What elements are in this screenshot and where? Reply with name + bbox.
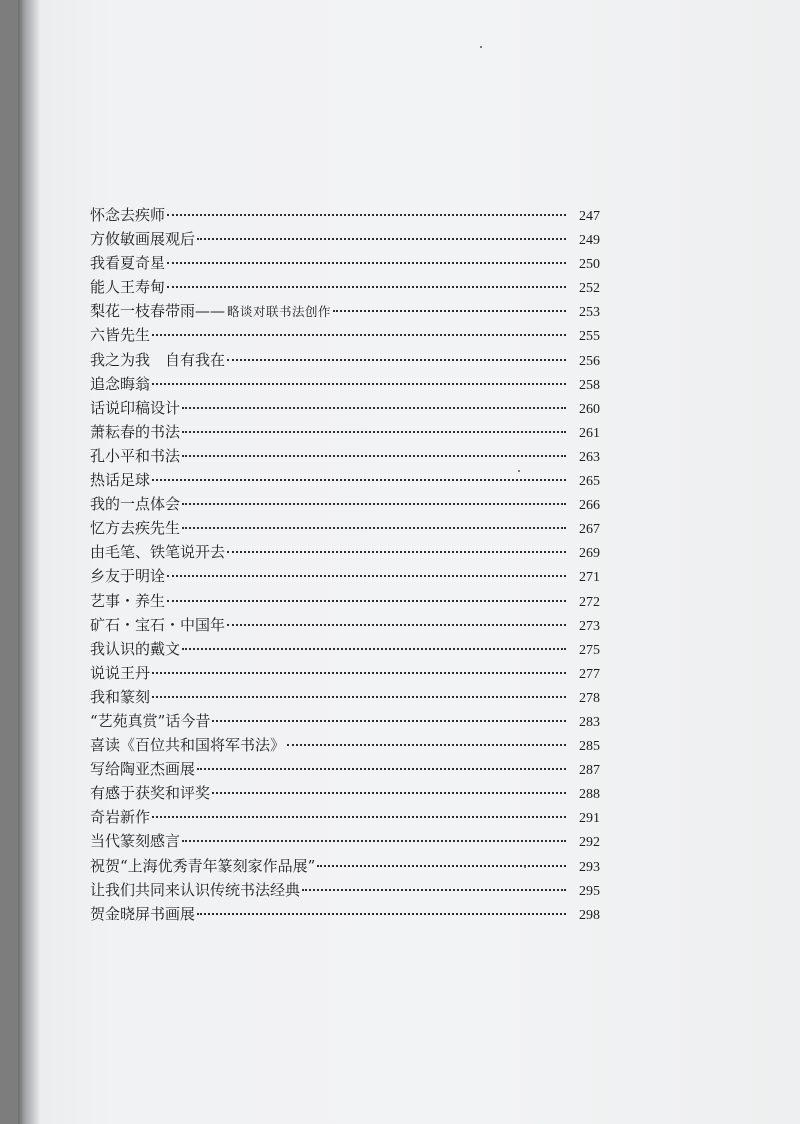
- toc-entry-title: 贺金晓屏书画展: [90, 904, 196, 923]
- toc-entry: [90, 323, 600, 347]
- toc-entry-title: 艺事・养生: [90, 591, 166, 610]
- toc-entry-title: “艺苑真赏”话今昔: [90, 711, 211, 730]
- toc-page-number: 258: [579, 377, 600, 393]
- dot-leader: [302, 889, 566, 891]
- toc-entry-title: 矿石・宝石・中国年: [90, 615, 226, 634]
- dot-leader: [182, 648, 566, 650]
- dot-leader: [287, 744, 566, 746]
- toc-page-number: 285: [579, 739, 600, 755]
- toc-page-number: 269: [579, 546, 600, 562]
- toc-page-number: 277: [579, 666, 600, 682]
- toc-entry: [90, 757, 600, 781]
- toc-entry: [90, 805, 600, 829]
- toc-page-number: 293: [579, 859, 600, 875]
- toc-entry: [90, 709, 600, 733]
- toc-page-number: 273: [579, 618, 600, 634]
- toc-entry-title: 说说王丹: [90, 663, 151, 682]
- toc-page-number: 252: [579, 281, 600, 297]
- dot-leader: [152, 479, 566, 481]
- toc-entry: [90, 372, 600, 396]
- dot-leader: [182, 503, 566, 505]
- toc-page-number: 250: [579, 257, 600, 273]
- toc-entry-title: 祝贺“上海优秀青年篆刻家作品展”: [90, 856, 316, 875]
- toc-entry: [90, 251, 600, 275]
- toc-page-number: 247: [579, 209, 600, 224]
- dot-leader: [182, 840, 566, 842]
- toc-entry-title: 当代篆刻感言: [90, 832, 181, 851]
- toc-entry-title: 我之为我 自有我在: [90, 350, 226, 369]
- toc-page-number: 291: [579, 811, 600, 827]
- dot-leader: [212, 792, 566, 794]
- dot-leader: [182, 431, 566, 433]
- toc-page-number: 287: [579, 763, 600, 779]
- toc-page-number: 261: [579, 425, 600, 441]
- toc-entry-title: 怀念去疾师: [90, 206, 166, 224]
- toc-page-number: 267: [579, 522, 600, 538]
- toc-entry: [90, 878, 600, 902]
- toc-entry-title: 我看夏奇星: [90, 254, 166, 273]
- toc-entry: [90, 492, 600, 516]
- toc-page-number: 295: [579, 883, 600, 899]
- toc-entry-title: 梨花一枝春带雨——: [90, 302, 226, 321]
- dot-leader: [167, 600, 566, 602]
- toc-page-number: 272: [579, 594, 600, 610]
- toc-page-number: 288: [579, 787, 600, 803]
- dot-leader: [152, 696, 566, 698]
- toc-entry-title: 六皆先生: [90, 326, 151, 345]
- spine-shadow: [18, 0, 40, 1124]
- toc-entry: [90, 275, 600, 299]
- dot-leader: [317, 865, 566, 867]
- toc-entry-title: 追念晦翁: [90, 374, 151, 393]
- dot-leader: [167, 262, 566, 264]
- toc-entry: [90, 227, 600, 251]
- dust-speck: [480, 46, 482, 48]
- toc-entry: [90, 348, 600, 372]
- toc-entry: [90, 589, 600, 613]
- toc-entry-title: 话说印稿设计: [90, 398, 181, 417]
- dot-leader: [167, 214, 566, 216]
- dot-leader: [182, 455, 566, 457]
- toc-page-number: 255: [579, 329, 600, 345]
- toc-page-number: 260: [579, 401, 600, 417]
- toc-entry: [90, 203, 600, 227]
- toc-page-number: 298: [579, 907, 600, 923]
- toc-entry: [90, 396, 600, 420]
- dot-leader: [197, 238, 566, 240]
- dot-leader: [152, 672, 566, 674]
- dot-leader: [152, 334, 566, 336]
- dot-leader: [152, 816, 566, 818]
- dust-speck: [518, 470, 520, 472]
- toc-entry-title: 方攸敏画展观后: [90, 230, 196, 249]
- book-page: [18, 0, 800, 1124]
- dot-leader: [167, 575, 566, 577]
- toc-entry-subtitle: 略谈对联书法创作: [227, 304, 332, 320]
- toc-entry-title: 喜读《百位共和国将军书法》: [90, 736, 286, 755]
- toc-entry: [90, 829, 600, 853]
- toc-page-number: 249: [579, 233, 600, 249]
- toc-entry: [90, 781, 600, 805]
- toc-entry: [90, 516, 600, 540]
- toc-entry-title: 让我们共同来认识传统书法经典: [90, 880, 301, 899]
- toc-entry-title: 乡友于明诠: [90, 567, 166, 586]
- dot-leader: [182, 407, 566, 409]
- toc-entry-title: 我的一点体会: [90, 495, 181, 514]
- toc-page-number: 271: [579, 570, 600, 586]
- toc-entry: [90, 661, 600, 685]
- toc-page-number: 263: [579, 449, 600, 465]
- dot-leader: [197, 913, 566, 915]
- toc-entry-title: 由毛笔、铁笔说开去: [90, 543, 226, 562]
- toc-entry: [90, 468, 600, 492]
- dot-leader: [227, 551, 566, 553]
- toc-entry: [90, 685, 600, 709]
- dot-leader: [212, 720, 566, 722]
- dust-speck: [524, 866, 526, 868]
- dot-leader: [152, 383, 566, 385]
- dot-leader: [227, 359, 566, 361]
- table-of-contents: [90, 203, 600, 926]
- toc-entry: [90, 613, 600, 637]
- toc-entry: [90, 444, 600, 468]
- toc-entry-title: 孔小平和书法: [90, 446, 181, 465]
- toc-page-number: 265: [579, 474, 600, 490]
- toc-page-number: 253: [579, 305, 600, 321]
- toc-entry-title: 萧耘春的书法: [90, 422, 181, 441]
- dot-leader: [197, 768, 566, 770]
- toc-entry: [90, 420, 600, 444]
- dot-leader: [167, 286, 566, 288]
- dot-leader: [227, 624, 566, 626]
- dot-leader: [333, 310, 566, 312]
- toc-entry-title: 能人王寿甸: [90, 278, 166, 297]
- toc-page-number: 283: [579, 714, 600, 730]
- toc-entry-title: 奇岩新作: [90, 808, 151, 827]
- toc-page-number: 275: [579, 642, 600, 658]
- toc-entry: [90, 564, 600, 588]
- toc-entry-title: 我和篆刻: [90, 687, 151, 706]
- dot-leader: [182, 527, 566, 529]
- toc-entry: [90, 733, 600, 757]
- toc-entry: [90, 902, 600, 926]
- toc-entry: [90, 299, 600, 323]
- toc-entry: [90, 540, 600, 564]
- toc-entry-title: 忆方去疾先生: [90, 519, 181, 538]
- toc-page-number: 278: [579, 690, 600, 706]
- toc-entry-title: 有感于获奖和评奖: [90, 784, 211, 803]
- toc-page-number: 256: [579, 353, 600, 369]
- toc-entry-title: 热话足球: [90, 471, 151, 490]
- toc-page-number: 292: [579, 835, 600, 851]
- toc-page-number: 266: [579, 498, 600, 514]
- toc-entry-title: 写给陶亚杰画展: [90, 760, 196, 779]
- toc-entry-title: 我认识的戴文: [90, 639, 181, 658]
- toc-entry: [90, 637, 600, 661]
